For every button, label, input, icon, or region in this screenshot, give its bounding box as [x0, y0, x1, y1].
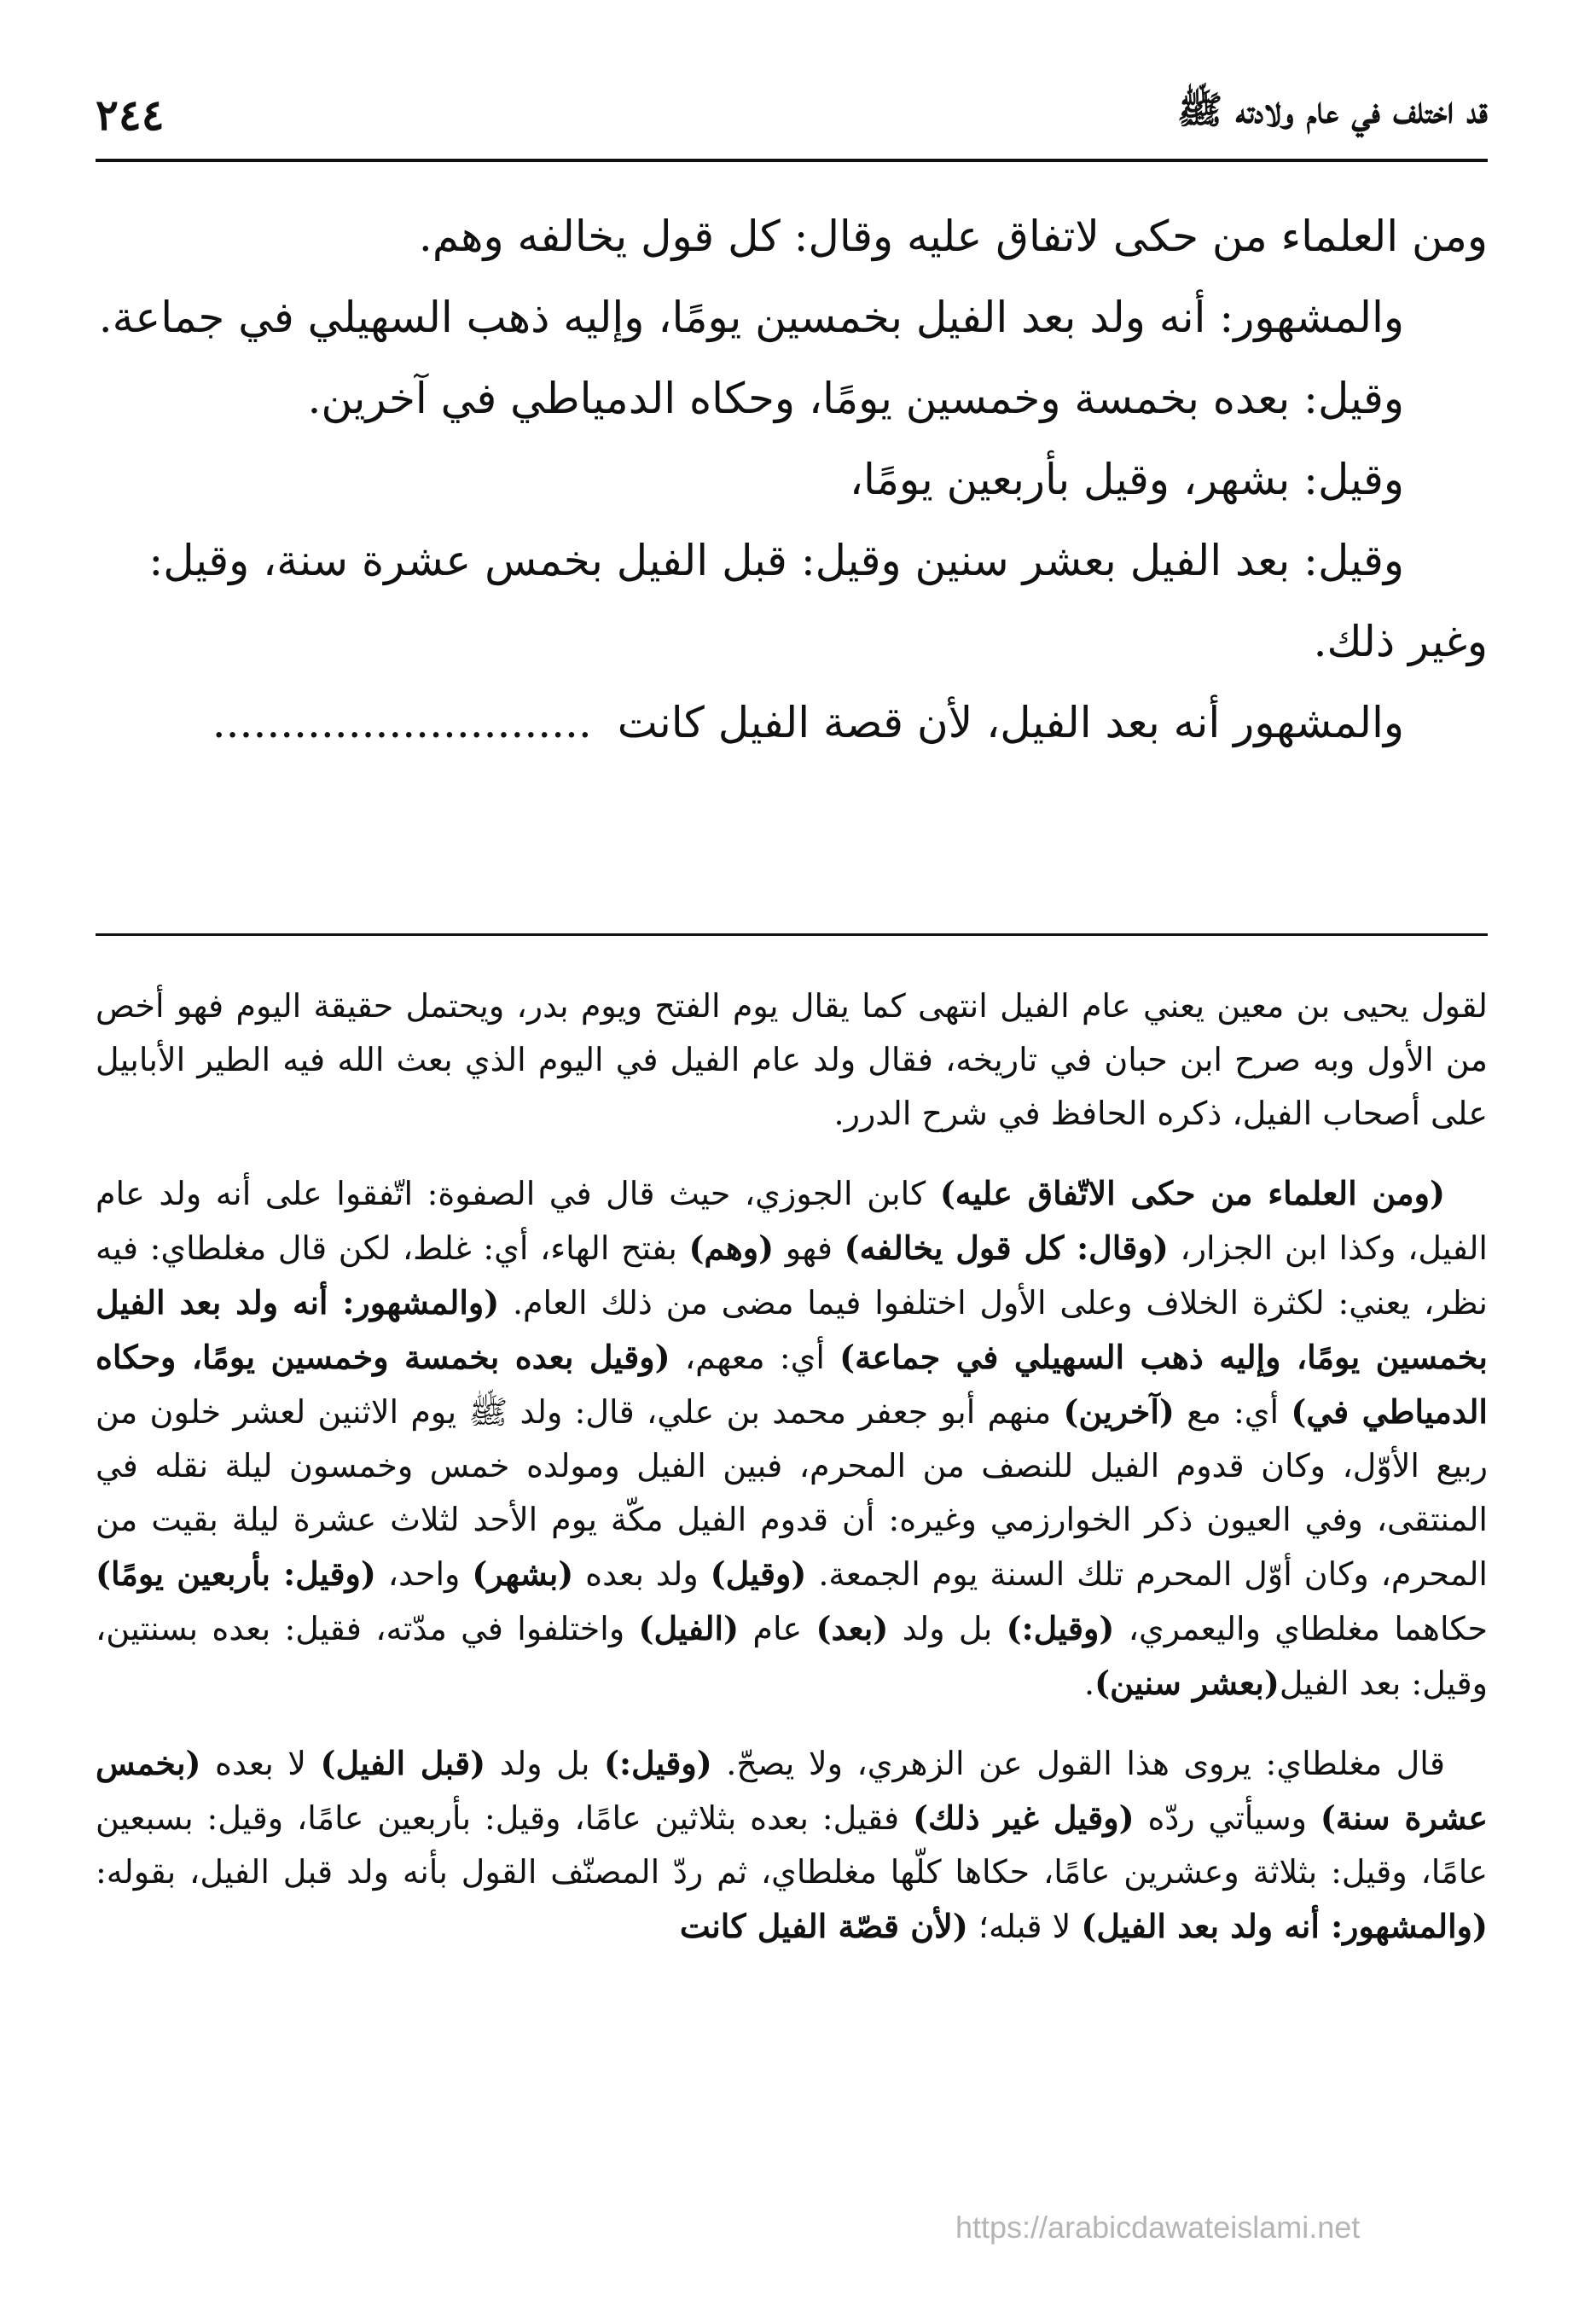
running-title: قد اختلف في عام ولادته ﷺ [1177, 89, 1488, 132]
main-paragraph-1: ومن العلماء من حكى لاتفاق عليه وقال: كل قول يخالفه وهم. [418, 212, 1488, 261]
quoted-phrase: (قبل الفيل) [320, 1744, 486, 1782]
commentary-text: قال مغلطاي: يروى هذا القول عن الزهري، ولا يصحّ. [711, 1745, 1445, 1782]
quoted-phrase: (وقيل: بأربعين يومًا) [96, 1554, 376, 1593]
commentary-text: ولد بعده [573, 1555, 711, 1593]
commentary-text: لا بعده [200, 1745, 321, 1782]
commentary-text: فقيل: بعده بثلاثين عامًا، وقيل: بأربعين عامًا، وقيل: بسبعين عامًا، وقيل: بثلاثة وعشرين عامًا، حكاها كلّها مغلطاي، ثم ردّ المصنّف القول بأنه ولد قبل الفيل، بقوله: [96, 1799, 1488, 1891]
page-header [96, 82, 1488, 147]
quoted-phrase: (وقيل بعده بخمسة وخمسين يومًا، وحكاه الدمياطي في) [96, 1338, 1488, 1431]
quoted-phrase: (وهم) [688, 1229, 775, 1267]
quoted-phrase: (وقال: كل قول يخالفه) [844, 1229, 1169, 1267]
commentary-text: . [1084, 1665, 1095, 1702]
commentary-paragraph-3 [96, 1736, 1488, 1954]
quoted-phrase: (بعشر سنين) [1094, 1664, 1280, 1702]
page-number: ٢٤٤ [96, 89, 165, 140]
commentary-text: بل ولد [485, 1745, 604, 1782]
commentary-text: واحد، [375, 1555, 473, 1593]
header-divider [96, 159, 1488, 162]
quoted-phrase: (والمشهور: أنه ولد بعد الفيل بخمسين يومًا، وإليه ذهب السهيلي في جماعة) [96, 1283, 1488, 1376]
quoted-phrase: (وقيل) [710, 1554, 807, 1593]
commentary-text: فهو [774, 1229, 845, 1267]
quoted-phrase: (بعد) [816, 1609, 889, 1647]
quoted-phrase: (لأن قصّة الفيل كانت [679, 1907, 968, 1945]
main-paragraph-5: وقيل: بعد الفيل بعشر سنين وقيل: قبل الفيل بخمس عشرة سنة، وقيل: [148, 536, 1404, 585]
main-paragraph-6-text: والمشهور أنه بعد الفيل، لأن قصة الفيل كانت [617, 698, 1404, 747]
commentary-text: منهم أبو جعفر محمد بن علي، قال: ولد ﷺ يوم الاثنين لعشر خلون من ربيع الأوّل، وكان قدوم الفيل للنصف من المحرم، فبين الفيل ومولده خمس وخمسون ليلة نقله في المنتقى، وفي العيون ذكر الخوارزمي وغيره: أن قدوم الفيل مكّة يوم الأحد لثلاث عشرة ليلة بقيت من المحرم، وكان أوّل المحرم تلك السنة يوم الجمعة. [96, 1393, 1488, 1593]
footnote-divider [96, 933, 1488, 936]
commentary-text: بفتح الهاء، أي: غلط، لكن قال مغلطاي: فيه نظر، يعني: لكثرة الخلاف وعلى الأول اختلفوا فيما مضى من ذلك العام. [96, 1229, 1488, 1322]
commentary-text: حكاهما مغلطاي واليعمري، [1114, 1610, 1489, 1647]
commentary-text: بل ولد [888, 1610, 1007, 1647]
quoted-phrase: (بخمس عشرة سنة) [96, 1744, 1488, 1837]
commentary-text: كابن الجوزي، حيث قال في الصفوة: اتّفقوا على أنه ولد عام الفيل، وكذا ابن الجزار، [96, 1175, 1488, 1267]
main-text [96, 196, 1488, 764]
commentary-text: وسيأتي ردّه [1134, 1799, 1321, 1837]
main-paragraph-3: وقيل: بعده بخمسة وخمسين يومًا، وحكاه الدمياطي في آخرين. [307, 374, 1404, 423]
commentary-paragraph-2 [96, 1166, 1488, 1711]
commentary-text: عام [739, 1610, 816, 1647]
main-paragraph-4: وقيل: بشهر، وقيل بأربعين يومًا، [849, 455, 1404, 504]
continuation-dots: ............................ [212, 698, 592, 747]
quoted-phrase: (والمشهور: أنه ولد بعد الفيل) [1081, 1907, 1488, 1945]
quoted-phrase: (ومن العلماء من حكى الاتّفاق عليه) [939, 1174, 1445, 1212]
quoted-phrase: (آخرين) [1063, 1392, 1175, 1431]
commentary-paragraph-1: لقول يحيى بن معين يعني عام الفيل انتهى كما يقال يوم الفتح ويوم بدر، ويحتمل حقيقة اليوم فهو أخص من الأول وبه صرح ابن حبان في تاريخه، فقال ولد عام الفيل في اليوم الذي بعث الله فيه الطير الأبابيل على أصحاب الفيل، ذكره الحافظ في شرح الدرر. [96, 987, 1488, 1132]
commentary-text: لا قبله؛ [967, 1908, 1082, 1945]
commentary-text: أي: معهم، [670, 1339, 840, 1376]
commentary-text: واختلفوا في مدّته، فقيل: بعده بسنتين، وقيل: بعد الفيل [96, 1610, 1488, 1702]
quoted-phrase: (وقيل غير ذلك) [913, 1798, 1135, 1837]
main-paragraph-2: والمشهور: أنه ولد بعد الفيل بخمسين يومًا، وإليه ذهب السهيلي في جماعة. [98, 293, 1404, 342]
quoted-phrase: (الفيل) [638, 1609, 740, 1647]
commentary [96, 979, 1488, 1979]
quoted-phrase: (وقيل:) [1006, 1609, 1115, 1647]
watermark-url: https://arabicdawateislami.net [955, 2210, 1361, 2245]
main-paragraph-5-continuation: وغير ذلك. [1313, 617, 1488, 666]
quoted-phrase: (بشهر) [472, 1554, 574, 1593]
main-paragraph-6 [96, 683, 1488, 764]
quoted-phrase: (وقيل:) [603, 1744, 712, 1782]
commentary-text: أي: مع [1174, 1393, 1291, 1431]
